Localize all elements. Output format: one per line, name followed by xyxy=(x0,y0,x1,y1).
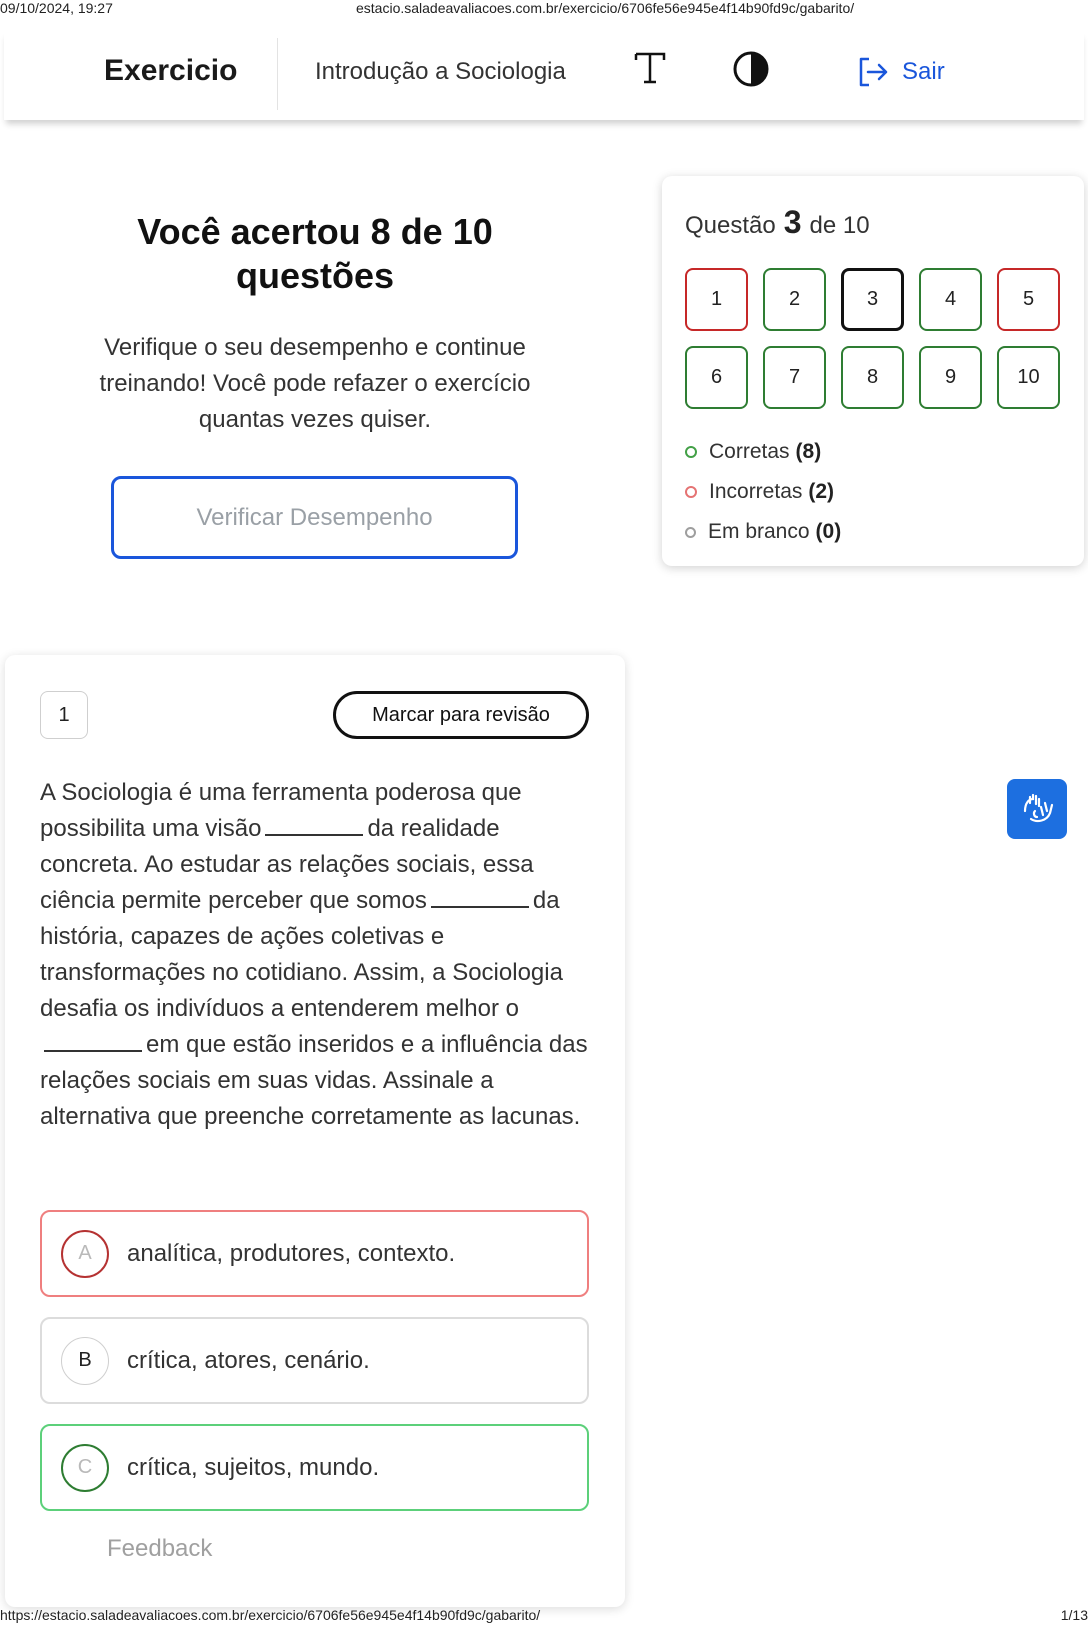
legend-incorrect-count: (2) xyxy=(808,480,835,503)
question-text xyxy=(40,775,592,1135)
question-button-4[interactable]: 4 xyxy=(919,268,982,331)
question-text-part: em que estão inseridos e a influência das relações sociais em suas vidas. Assinale a alternativa que preenche corretamente as lacunas. xyxy=(40,1031,588,1130)
option-text: crítica, atores, cenário. xyxy=(127,1346,370,1374)
option-letter: A xyxy=(61,1230,109,1278)
option-c[interactable] xyxy=(40,1424,589,1511)
print-footer xyxy=(0,1607,1088,1625)
contrast-icon[interactable] xyxy=(732,50,770,88)
question-button-10[interactable]: 10 xyxy=(997,346,1060,409)
feedback-link[interactable]: Feedback xyxy=(107,1535,213,1562)
option-letter: C xyxy=(61,1444,109,1492)
question-text-part: A Sociologia é uma ferramenta poderosa que possibilita uma visão xyxy=(40,779,522,842)
option-b[interactable] xyxy=(40,1317,589,1404)
blank-line xyxy=(265,814,363,836)
logout-button[interactable] xyxy=(856,54,945,90)
option-a[interactable] xyxy=(40,1210,589,1297)
header-divider xyxy=(277,38,278,110)
question-button-1[interactable]: 1 xyxy=(685,268,748,331)
navigator-prefix: Questão xyxy=(685,212,776,239)
question-button-9[interactable]: 9 xyxy=(919,346,982,409)
question-index: 1 xyxy=(40,691,88,739)
verify-performance-button[interactable]: Verificar Desempenho xyxy=(111,476,518,559)
blank-line xyxy=(431,886,529,908)
brand-title: Exercicio xyxy=(104,54,238,87)
question-button-6[interactable]: 6 xyxy=(685,346,748,409)
navigator-suffix: de 10 xyxy=(809,212,870,239)
blank-dot-icon xyxy=(685,527,696,538)
print-date: 09/10/2024, 19:27 xyxy=(0,0,113,16)
print-footer-url: https://estacio.saladeavaliacoes.com.br/exercicio/6706fe56e945e4f14b90fd9c/gabarito/ xyxy=(0,1607,541,1623)
legend-incorrect xyxy=(685,472,841,512)
legend-blank xyxy=(685,512,841,552)
correct-dot-icon xyxy=(685,446,697,458)
print-page-number: 1/13 xyxy=(1060,1607,1088,1623)
legend-correct xyxy=(685,432,841,472)
question-text-part: da história, capazes de ações coletivas e transformações no cotidiano. Assim, a Sociologia desafia os indivíduos a entenderem melhor o xyxy=(40,887,563,1022)
navigator-current: 3 xyxy=(783,204,802,240)
logout-label: Sair xyxy=(902,58,945,85)
mark-review-button[interactable]: Marcar para revisão xyxy=(333,691,589,739)
status-legend xyxy=(685,432,841,552)
question-button-8[interactable]: 8 xyxy=(841,346,904,409)
incorrect-dot-icon xyxy=(685,486,697,498)
option-letter: B xyxy=(61,1337,109,1385)
font-size-icon[interactable] xyxy=(633,50,667,86)
legend-blank-label: Em branco xyxy=(708,520,810,543)
top-bar xyxy=(4,30,1084,120)
sign-language-icon xyxy=(1017,789,1057,829)
question-button-2[interactable]: 2 xyxy=(763,268,826,331)
option-text: crítica, sujeitos, mundo. xyxy=(127,1453,380,1481)
navigator-title xyxy=(685,204,870,241)
question-card xyxy=(5,655,625,1607)
question-navigator xyxy=(662,176,1084,566)
legend-correct-count: (8) xyxy=(795,440,822,463)
sign-language-button[interactable] xyxy=(1007,779,1067,839)
legend-incorrect-label: Incorretas xyxy=(709,480,803,503)
question-button-3[interactable]: 3 xyxy=(841,268,904,331)
blank-line xyxy=(44,1030,142,1052)
print-url: estacio.saladeavaliacoes.com.br/exercicio/6706fe56e945e4f14b90fd9c/gabarito/ xyxy=(356,0,855,16)
result-title: Você acertou 8 de 10 questões xyxy=(137,211,493,296)
result-text: Verifique o seu desempenho e continue treinando! Você pode refazer o exercício quantas vezes quiser. xyxy=(99,334,531,433)
logout-icon xyxy=(856,55,890,89)
question-button-7[interactable]: 7 xyxy=(763,346,826,409)
question-text-part: da realidade concreta. Ao estudar as relações sociais, essa ciência permite perceber que somos xyxy=(40,815,534,914)
option-text: analítica, produtores, contexto. xyxy=(127,1239,456,1267)
course-title: Introdução a Sociologia xyxy=(315,58,566,85)
question-button-5[interactable]: 5 xyxy=(997,268,1060,331)
legend-blank-count: (0) xyxy=(815,520,842,543)
legend-correct-label: Corretas xyxy=(709,440,790,463)
print-header xyxy=(0,0,1088,16)
